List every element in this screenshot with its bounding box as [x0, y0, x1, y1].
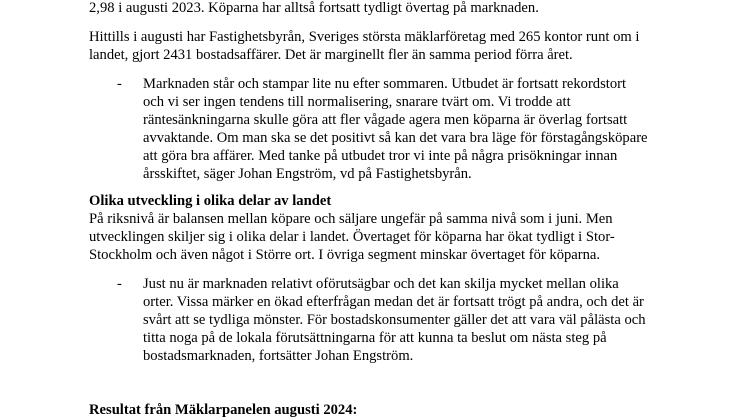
bullet-dash-1: -	[117, 76, 122, 92]
intro-tail-text: 2,98 i augusti 2023. Köparna har alltså fortsatt tydligt övertag på marknaden.	[89, 0, 539, 16]
paragraph2-line-1: På riksnivå är balansen mellan köpare och säljare ungefär på samma nivå som i juni. Men	[89, 211, 613, 227]
quote1-line-4: avvaktande. Om man ska se det positivt så kan det vara bra läge för förstagångsköpare	[143, 130, 648, 146]
quote2-line-3: svårt att se tydliga mönster. För bostadskonsumenter gäller det att vara väl pålästa och	[143, 312, 646, 328]
paragraph2-line-2: utvecklingen skiljer sig i olika delar i landet. Övertaget för köparna har ökat tydligt i Stor-	[89, 229, 615, 245]
section-heading-regional: Olika utveckling i olika delar av landet	[89, 193, 332, 209]
quote2-line-2: orter. Vissa märker en ökad efterfrågan medan det är fortsatt trögt på andra, och det är	[143, 294, 644, 310]
quote1-line-5: att göra bra affärer. Med tanke på utbudet tror vi inte på några prisökningar innan	[143, 148, 618, 164]
quote2-line-5: bostadsmarknaden, fortsätter Johan Engström.	[143, 348, 414, 364]
bullet-dash-2: -	[117, 276, 122, 292]
paragraph1-line-1: Hittills i augusti har Fastighetsbyrån, Sveriges största mäklarföretag med 265 kontor runt om i	[89, 29, 640, 45]
paragraph1-line-2: landet, gjort 2431 bostadsaffärer. Det är marginellt fler än samma period förra året.	[89, 47, 573, 63]
paragraph2-line-3: Stockholm och även något i Större ort. I övriga segment minskar övertaget för köparna.	[89, 247, 601, 263]
quote2-line-1: Just nu är marknaden relativt oförutsägbar och det kan skilja mycket mellan olika	[143, 276, 619, 292]
quote2-line-4: titta noga på de lokala förutsättningarna för att kunna ta beslut om nästa steg på	[143, 330, 607, 346]
quote1-line-6: årsskiftet, säger Johan Engström, vd på Fastighetsbyrån.	[143, 166, 472, 182]
section-heading-results: Resultat från Mäklarpanelen augusti 2024:	[89, 402, 358, 418]
quote1-line-3: räntesänkningarna skulle göra att fler vågade agera men köparna är överlag fortsatt	[143, 112, 628, 128]
quote1-line-1: Marknaden står och stampar lite nu efter sommaren. Utbudet är fortsatt rekordstort	[143, 76, 627, 92]
quote1-line-2: och vi ser ingen tendens till normalisering, snarare tvärt om. Vi trodde att	[143, 94, 571, 110]
